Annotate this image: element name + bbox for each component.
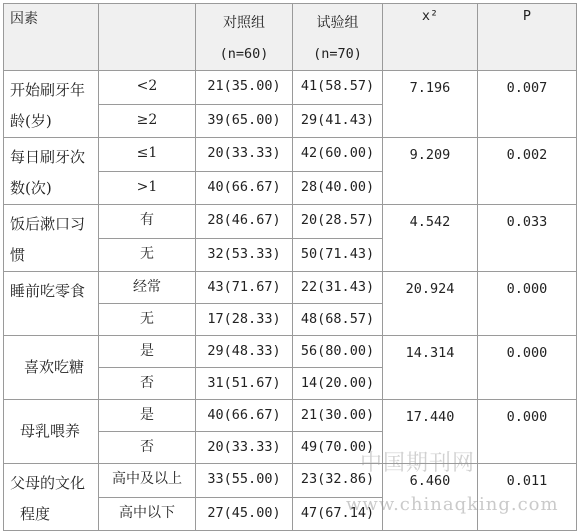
chi-value: 17.440 [383,400,478,464]
header-p: P [478,4,577,71]
control-value: 39(65.00) [196,104,293,138]
control-value: 31(51.67) [196,368,293,400]
watermark-cn: 中国期刊网 [360,451,476,476]
header-test-group: 试验组 (n=70) [293,4,383,71]
control-value: 27(45.00) [196,497,293,531]
table-row [4,464,577,498]
table-row [4,138,577,172]
test-value: 21(30.00) [293,400,383,432]
subfactor-cell: 是 [99,400,196,432]
test-value: 14(20.00) [293,368,383,400]
control-value: 40(66.67) [196,171,293,205]
header-chi-square: x² [383,4,478,71]
data-table [3,3,577,531]
test-value: 49(70.00) [293,432,383,464]
subfactor-cell: 否 [99,368,196,400]
subfactor-cell: 无 [99,304,196,336]
factor-cell: 喜欢吃糖 [4,336,99,400]
subfactor-cell: ≥2 [99,104,196,138]
header-factor: 因素 [4,4,99,71]
p-value: 0.033 [478,205,577,272]
chi-value: 20.924 [383,272,478,336]
test-value: 28(40.00) [293,171,383,205]
p-value: 0.000 [478,336,577,400]
test-value: 41(58.57) [293,71,383,105]
chi-value: 4.542 [383,205,478,272]
p-value: 0.007 [478,71,577,138]
test-value: 47(67.14) [293,497,383,531]
subfactor-cell: 是 [99,336,196,368]
chi-value: 6.460 [383,464,478,531]
p-value: 0.011 [478,464,577,531]
chi-value: 14.314 [383,336,478,400]
test-value: 50(71.43) [293,238,383,272]
subfactor-cell: 高中及以上 [99,464,196,498]
watermark-url: www.chinaqking.com [346,494,559,515]
control-value: 32(53.33) [196,238,293,272]
control-value: 28(46.67) [196,205,293,239]
test-value: 56(80.00) [293,336,383,368]
header-control-group: 对照组 (n=60) [196,4,293,71]
subfactor-cell: 经常 [99,272,196,304]
control-value: 20(33.33) [196,432,293,464]
table-row [4,400,577,432]
p-value: 0.000 [478,400,577,464]
test-value: 20(28.57) [293,205,383,239]
factor-cell: 父母的文化 程度 [4,464,99,531]
factor-cell: 睡前吃零食 [4,272,99,336]
control-value: 17(28.33) [196,304,293,336]
table-row [4,336,577,368]
subfactor-cell: <2 [99,71,196,105]
subfactor-cell: 有 [99,205,196,239]
subfactor-cell: ≤1 [99,138,196,172]
test-value: 42(60.00) [293,138,383,172]
test-value: 23(32.86) [293,464,383,498]
subfactor-cell: 否 [99,432,196,464]
subfactor-cell: 高中以下 [99,497,196,531]
control-value: 20(33.33) [196,138,293,172]
table-row [4,272,577,304]
factor-cell: 每日刷牙次 数(次) [4,138,99,205]
factor-cell: 母乳喂养 [4,400,99,464]
subfactor-cell: >1 [99,171,196,205]
control-value: 33(55.00) [196,464,293,498]
header-row [4,4,577,71]
control-value: 40(66.67) [196,400,293,432]
test-value: 22(31.43) [293,272,383,304]
subfactor-cell: 无 [99,238,196,272]
test-value: 29(41.43) [293,104,383,138]
control-value: 21(35.00) [196,71,293,105]
control-value: 29(48.33) [196,336,293,368]
control-value: 43(71.67) [196,272,293,304]
p-value: 0.000 [478,272,577,336]
table-row [4,71,577,105]
p-value: 0.002 [478,138,577,205]
header-subfactor [99,4,196,71]
chi-value: 7.196 [383,71,478,138]
test-value: 48(68.57) [293,304,383,336]
table-row [4,205,577,239]
factor-cell: 开始刷牙年 龄(岁) [4,71,99,138]
chi-value: 9.209 [383,138,478,205]
factor-cell: 饭后漱口习 惯 [4,205,99,272]
